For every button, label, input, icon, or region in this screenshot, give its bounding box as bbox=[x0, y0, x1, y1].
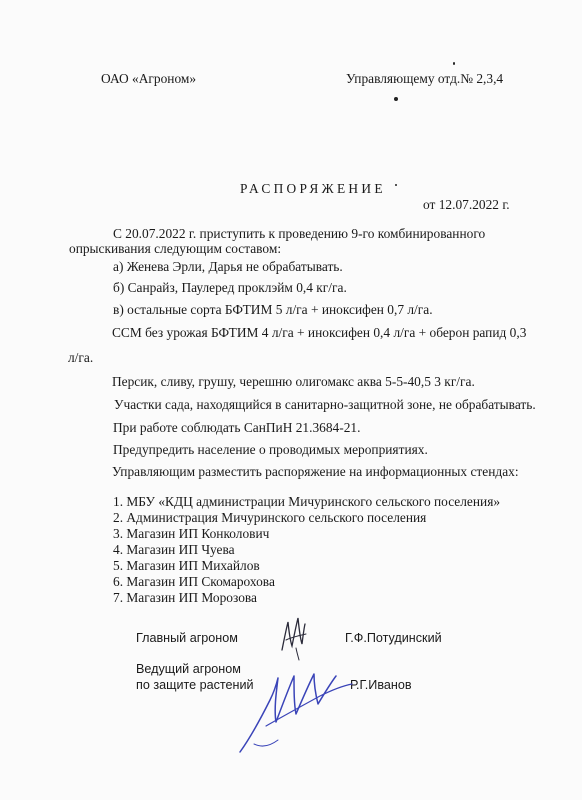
chief-signature-image bbox=[276, 610, 316, 662]
list-item: 6. Магазин ИП Скомарохова bbox=[113, 574, 275, 589]
scan-speck bbox=[395, 184, 397, 186]
lead-agronomist-title-line-2: по защите растений bbox=[136, 678, 254, 692]
list-item: 3. Магазин ИП Конколович bbox=[113, 526, 270, 541]
item-c: в) остальные сорта БФТИМ 5 л/га + иноксифен 0,7 л/га. bbox=[113, 302, 433, 317]
intro-line-2: опрыскивания следующим составом: bbox=[69, 241, 282, 256]
sanitary-zone-note: Участки сада, находящийся в санитарно-защитной зоне, не обрабатывать. bbox=[114, 397, 536, 412]
document-date: от 12.07.2022 г. bbox=[423, 197, 510, 212]
recipient: Управляющему отд.№ 2,3,4 bbox=[346, 71, 504, 86]
population-warning: Предупредить население о проводимых мероприятиях. bbox=[113, 442, 428, 457]
lead-agronomist-name: Р.Г.Иванов bbox=[350, 678, 412, 692]
intro-line-1: С 20.07.2022 г. приступить к проведению 9-го комбинированного bbox=[113, 226, 486, 241]
lead-agronomist-title-line-1: Ведущий агроном bbox=[136, 662, 241, 676]
document-title: РАСПОРЯЖЕНИЕ bbox=[240, 181, 386, 196]
company-name: ОАО «Агроном» bbox=[101, 71, 197, 86]
list-item: 1. МБУ «КДЦ администрации Мичуринского сельского поселения» bbox=[113, 494, 501, 509]
item-a: а) Женева Эрли, Дарья не обрабатывать. bbox=[113, 259, 343, 274]
ssm-line-2: л/га. bbox=[68, 350, 94, 365]
lead-signature-image bbox=[236, 660, 356, 760]
posting-instruction: Управляющим разместить распоряжение на информационных стендах: bbox=[112, 464, 519, 479]
list-item: 7. Магазин ИП Морозова bbox=[113, 590, 257, 605]
item-b: б) Санрайз, Паулеред проклэйм 0,4 кг/га. bbox=[113, 280, 347, 295]
ssm-line-1: ССМ без урожая БФТИМ 4 л/га + иноксифен 0,4 л/га + оберон рапид 0,3 bbox=[112, 325, 527, 340]
chief-agronomist-name: Г.Ф.Потудинский bbox=[345, 631, 442, 645]
sanpin-note: При работе соблюдать СанПиН 21.3684-21. bbox=[113, 420, 361, 435]
list-item: 2. Администрация Мичуринского сельского поселения bbox=[113, 510, 427, 525]
chief-agronomist-title: Главный агроном bbox=[136, 631, 238, 645]
list-item: 5. Магазин ИП Михайлов bbox=[113, 558, 260, 573]
scan-speck bbox=[394, 97, 398, 101]
list-item: 4. Магазин ИП Чуева bbox=[113, 542, 235, 557]
peach-instruction: Персик, сливу, грушу, черешню олигомакс аква 5-5-40,5 3 кг/га. bbox=[112, 374, 475, 389]
scan-speck bbox=[453, 62, 455, 65]
